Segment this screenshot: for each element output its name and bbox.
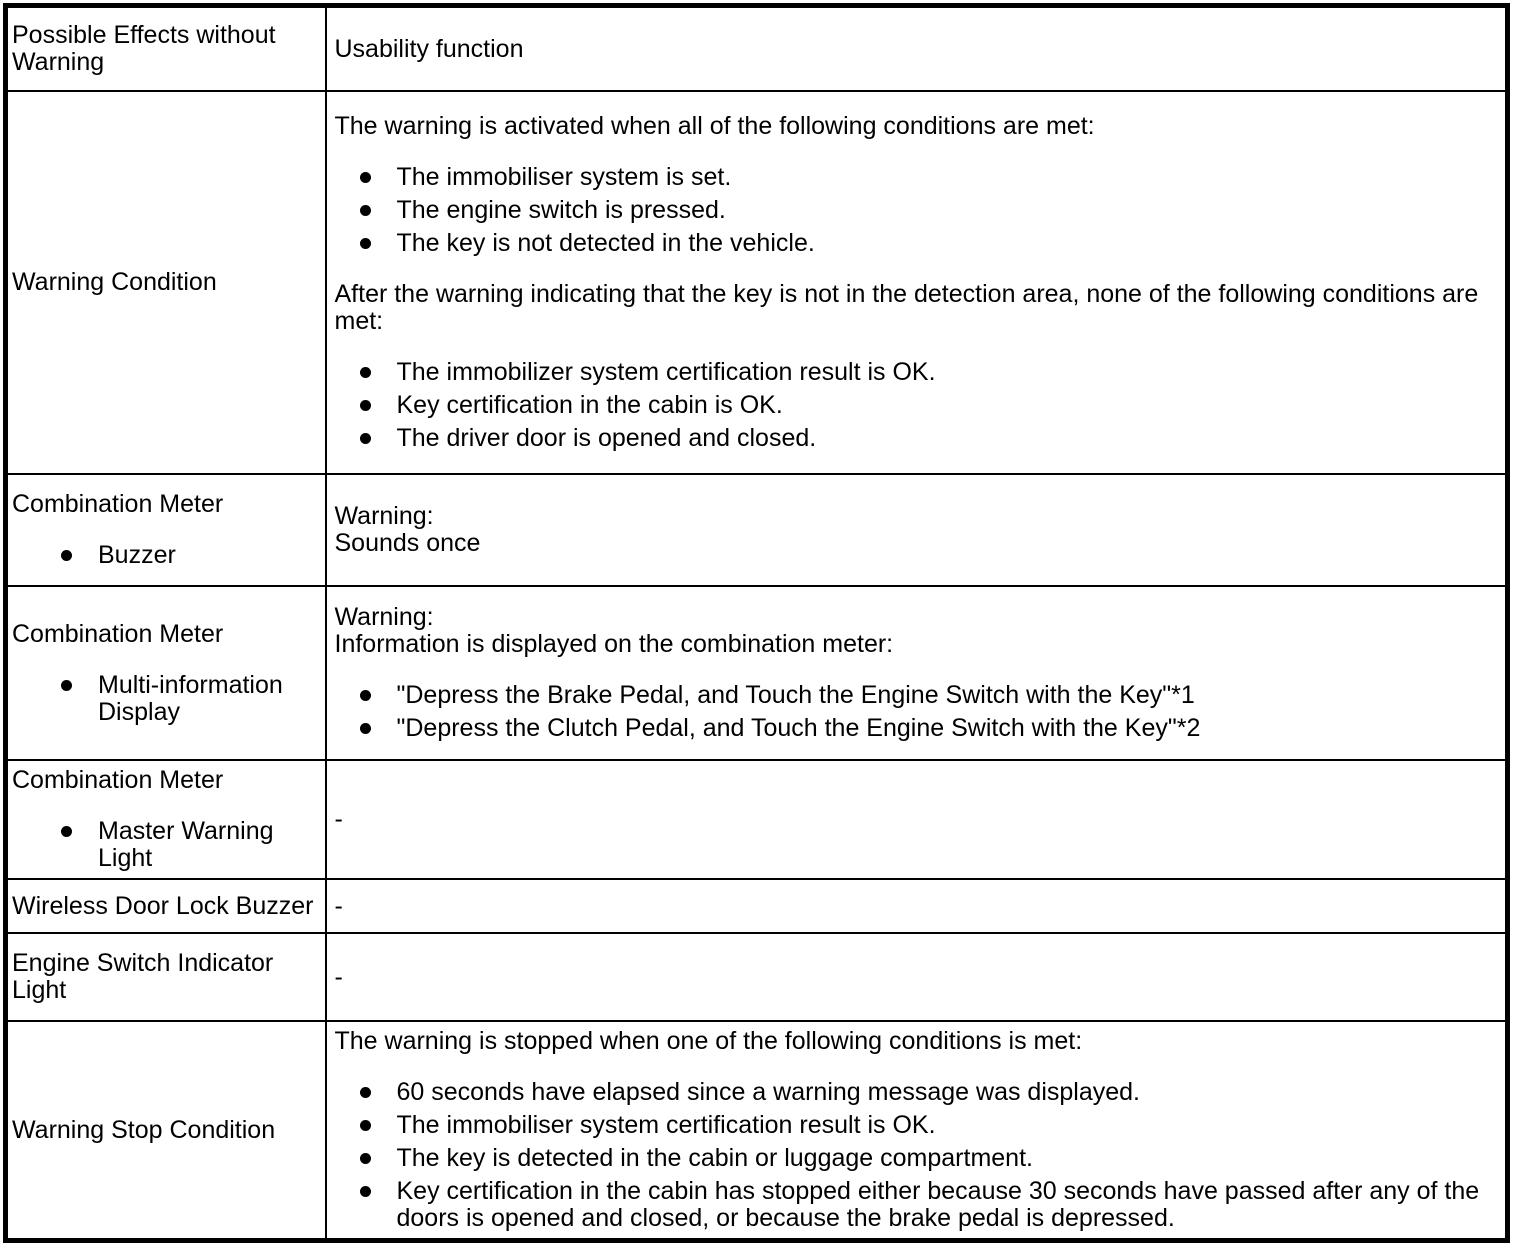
dash-value: - [334, 962, 343, 991]
bullet-icon [360, 400, 371, 411]
engine-switch-indicator-light-value-cell [326, 933, 1508, 1021]
combination-meter-label: Combination Meter [12, 766, 224, 794]
combination-meter-display-label-cell [6, 586, 326, 760]
warning-label: Warning: [334, 502, 434, 530]
combination-meter-buzzer-label-cell [6, 474, 326, 586]
list-item [397, 359, 1500, 386]
list-item-text: The key is detected in the cabin or luggage compartment. [396, 1144, 1033, 1172]
engine-switch-indicator-light-label: Engine Switch Indicator Light [12, 949, 274, 1004]
combination-meter-sublist [12, 542, 323, 569]
bullet-icon [61, 550, 72, 561]
dash-value: - [334, 805, 343, 833]
list-item-text: The immobiliser system is set. [396, 163, 732, 191]
combination-meter-label: Combination Meter [12, 619, 224, 648]
usability-function-table [3, 3, 1510, 1243]
list-item-text: Key certification in the cabin is OK. [396, 391, 783, 419]
combination-meter-buzzer-row [6, 474, 1508, 586]
warning-condition-list [335, 164, 1500, 257]
list-item [98, 672, 323, 726]
list-item [397, 392, 1500, 419]
bullet-icon [61, 680, 72, 691]
list-item [397, 1178, 1500, 1232]
warning-condition-row [6, 91, 1508, 474]
wireless-door-lock-buzzer-value-cell [326, 879, 1508, 933]
list-item-text: Key certification in the cabin has stopped either because 30 seconds have passed after any of the doors is opened and closed, or because the brake pedal is depressed. [396, 1177, 1480, 1232]
combination-meter-label: Combination Meter [12, 490, 224, 518]
dash-value: - [334, 891, 343, 920]
buzzer-content-cell [326, 474, 1508, 586]
list-item [397, 682, 1500, 709]
usability-function-header: Usability function [334, 34, 524, 63]
bullet-icon [360, 238, 371, 249]
header-row [6, 6, 1508, 92]
bullet-icon [360, 367, 371, 378]
bullet-icon [360, 690, 371, 701]
bullet-icon [360, 205, 371, 216]
list-item-text: The immobilizer system certification result is OK. [396, 358, 936, 386]
engine-switch-indicator-light-row [6, 933, 1508, 1021]
display-content-cell [326, 586, 1508, 760]
combination-meter-master-label-cell [6, 760, 326, 879]
list-item-text: Buzzer [98, 541, 176, 569]
list-item [397, 230, 1500, 257]
list-item-text: The immobiliser system certification result is OK. [396, 1111, 936, 1139]
warning-stop-condition-row [6, 1021, 1508, 1241]
display-message-list [335, 682, 1500, 742]
list-item-text: 60 seconds have elapsed since a warning message was displayed. [396, 1078, 1141, 1106]
bullet-icon [360, 172, 371, 183]
bullet-icon [360, 723, 371, 734]
combination-meter-master-row [6, 760, 1508, 879]
bullet-icon [360, 1153, 371, 1164]
possible-effects-header: Possible Effects without Warning [12, 21, 276, 76]
warning-stop-list [335, 1079, 1500, 1232]
combination-meter-sublist [12, 672, 323, 726]
master-warning-value-cell [326, 760, 1508, 879]
wireless-door-lock-buzzer-row [6, 879, 1508, 933]
list-item-text: The key is not detected in the vehicle. [396, 229, 815, 257]
warning-condition-after: After the warning indicating that the key is not in the detection area, none of the following conditions are met: [334, 280, 1479, 335]
warning-condition-content-cell [326, 91, 1508, 474]
engine-switch-indicator-light-label-cell [6, 933, 326, 1021]
bullet-icon [360, 433, 371, 444]
warning-condition-label-cell [6, 91, 326, 474]
list-item-text: "Depress the Brake Pedal, and Touch the Engine Switch with the Key"*1 [396, 681, 1195, 709]
warning-stop-condition-label-cell [6, 1021, 326, 1241]
warning-label: Warning: [334, 603, 434, 631]
list-item [397, 1079, 1500, 1106]
usability-function-header-cell [326, 6, 1508, 92]
combination-meter-sublist [12, 818, 323, 872]
warning-text: Sounds once [334, 529, 481, 557]
list-item-text: Multi-information Display [98, 670, 283, 726]
bullet-icon [61, 826, 72, 837]
warning-condition-after-list [335, 359, 1500, 452]
list-item [98, 818, 323, 872]
list-item-text: The engine switch is pressed. [396, 196, 726, 224]
bullet-icon [360, 1186, 371, 1197]
display-intro: Information is displayed on the combination meter: [334, 630, 894, 658]
list-item-text: Master Warning Light [98, 817, 274, 872]
list-item [397, 1145, 1500, 1172]
warning-stop-condition-content-cell [326, 1021, 1508, 1241]
list-item [98, 542, 323, 569]
wireless-door-lock-buzzer-label-cell [6, 879, 326, 933]
list-item [397, 164, 1500, 191]
list-item [397, 715, 1500, 742]
list-item-text: "Depress the Clutch Pedal, and Touch the Engine Switch with the Key"*2 [396, 714, 1201, 742]
possible-effects-header-cell [6, 6, 326, 92]
list-item [397, 197, 1500, 224]
list-item [397, 425, 1500, 452]
warning-stop-condition-label: Warning Stop Condition [12, 1115, 276, 1144]
bullet-icon [360, 1120, 371, 1131]
list-item [397, 1112, 1500, 1139]
warning-condition-label: Warning Condition [12, 268, 217, 296]
list-item-text: The driver door is opened and closed. [396, 424, 817, 452]
bullet-icon [360, 1087, 371, 1098]
warning-stop-intro: The warning is stopped when one of the following conditions is met: [334, 1027, 1083, 1055]
combination-meter-display-row [6, 586, 1508, 760]
wireless-door-lock-buzzer-label: Wireless Door Lock Buzzer [12, 891, 314, 920]
warning-condition-intro: The warning is activated when all of the following conditions are met: [334, 112, 1095, 140]
